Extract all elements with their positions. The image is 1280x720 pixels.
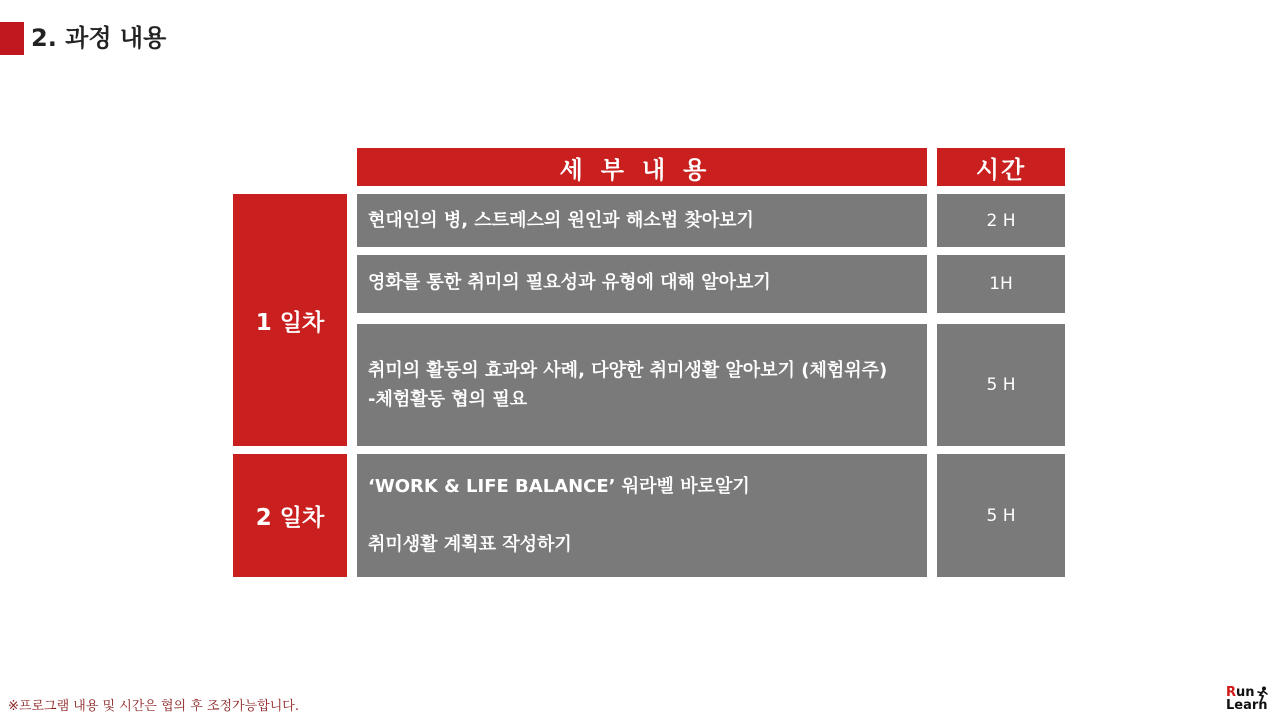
logo-run-initial: R xyxy=(1226,685,1237,700)
time-cell-1: 2 H xyxy=(937,194,1065,247)
content-cell-2 xyxy=(357,255,927,313)
runner-icon xyxy=(1255,686,1269,702)
runlearn-logo xyxy=(1224,686,1274,716)
content-line: -체험활동 협의 필요 xyxy=(368,389,528,410)
logo-learn-text: Learn xyxy=(1226,698,1268,713)
content-line: 영화를 통한 취미의 필요성과 유형에 대해 알아보기 xyxy=(368,272,771,293)
header-detail: 세부내용 xyxy=(357,148,927,186)
content-cell-4 xyxy=(357,454,927,577)
day-label-1: 1 일차 xyxy=(233,194,347,446)
content-line: ‘WORK & LIFE BALANCE’ 워라벨 바로알기 xyxy=(368,476,750,497)
content-line: 취미의 활동의 효과와 사례, 다양한 취미생활 알아보기 (체험위주) xyxy=(368,360,888,381)
page-title: 2. 과정 내용 xyxy=(31,24,167,52)
time-cell-4: 5 H xyxy=(937,454,1065,577)
content-cell-3 xyxy=(357,324,927,446)
header-time: 시간 xyxy=(937,148,1065,186)
content-line: 현대인의 병, 스트레스의 원인과 해소법 찾아보기 xyxy=(368,210,754,231)
content-cell-1 xyxy=(357,194,927,247)
content-line: 취미생활 계획표 작성하기 xyxy=(368,534,572,555)
title-accent-bar xyxy=(0,22,24,55)
time-cell-2: 1H xyxy=(937,255,1065,313)
logo-run-rest: un xyxy=(1236,685,1255,700)
day-label-2: 2 일차 xyxy=(233,454,347,577)
time-cell-3: 5 H xyxy=(937,324,1065,446)
footnote: ※프로그램 내용 및 시간은 협의 후 조정가능합니다. xyxy=(8,699,299,714)
